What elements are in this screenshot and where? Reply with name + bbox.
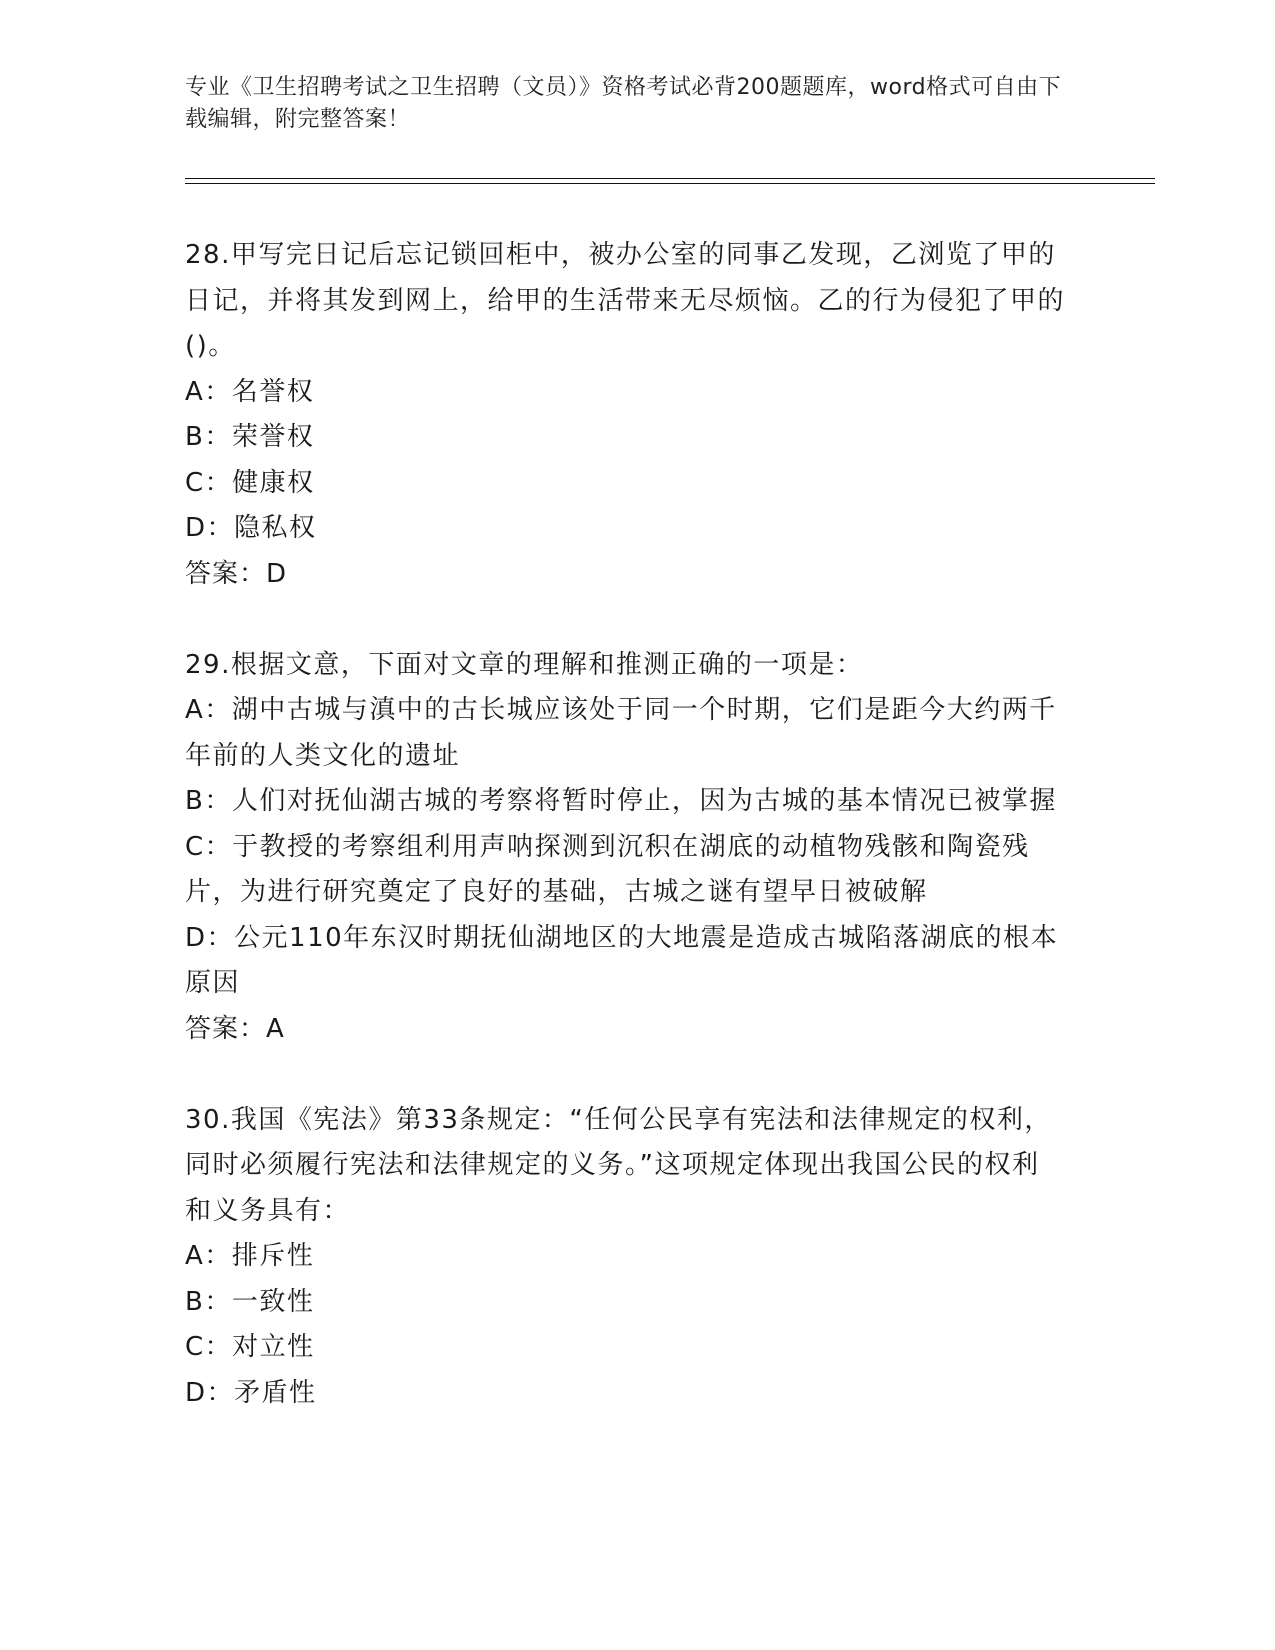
document-header	[185, 72, 1065, 136]
option-c: C：健康权	[185, 467, 315, 498]
option-a: A：湖中古城与滇中的古长城应该处于同一个时期，它们是距今大约两千年前的人类文化的遗址	[185, 695, 1057, 771]
option-d: D：矛盾性	[185, 1377, 317, 1408]
header-divider-top	[185, 178, 1155, 179]
option-b: B：一致性	[185, 1286, 315, 1317]
header-text: 专业《卫生招聘考试之卫生招聘（文员）》资格考试必背200题题库，word格式可自由下载编辑，附完整答案！	[185, 75, 1062, 132]
question-stem: 29.根据文意，下面对文章的理解和推测正确的一项是：	[185, 649, 864, 680]
option-b: B：荣誉权	[185, 422, 315, 452]
answer: 答案：A	[185, 1013, 285, 1044]
option-b: B：人们对抚仙湖古城的考察将暂时停止，因为古城的基本情况已被掌握	[185, 786, 1057, 816]
option-a: A：名誉权	[185, 376, 315, 407]
option-d: D：隐私权	[185, 513, 317, 543]
question-28	[185, 233, 1065, 597]
question-stem: 28.甲写完日记后忘记锁回柜中，被办公室的同事乙发现，乙浏览了甲的日记，并将其发到网上，给甲的生活带来无尽烦恼。乙的行为侵犯了甲的()。	[185, 240, 1066, 361]
question-list	[185, 233, 1065, 1416]
option-d: D：公元110年东汉时期抚仙湖地区的大地震是造成古城陷落湖底的根本原因	[185, 922, 1059, 998]
header-divider-bottom	[185, 183, 1155, 184]
question-stem: 30.我国《宪法》第33条规定：“任何公民享有宪法和法律规定的权利，同时必须履行宪法和法律规定的义务。”这项规定体现出我国公民的权利和义务具有：	[185, 1104, 1052, 1226]
question-29	[185, 643, 1065, 1053]
question-30	[185, 1098, 1065, 1417]
option-a: A：排斥性	[185, 1241, 315, 1271]
option-c: C：对立性	[185, 1332, 315, 1362]
answer: 答案：D	[185, 558, 288, 589]
option-c: C：于教授的考察组利用声呐探测到沉积在湖底的动植物残骸和陶瓷残片，为进行研究奠定了良好的基础，古城之谜有望早日被破解	[185, 831, 1030, 907]
